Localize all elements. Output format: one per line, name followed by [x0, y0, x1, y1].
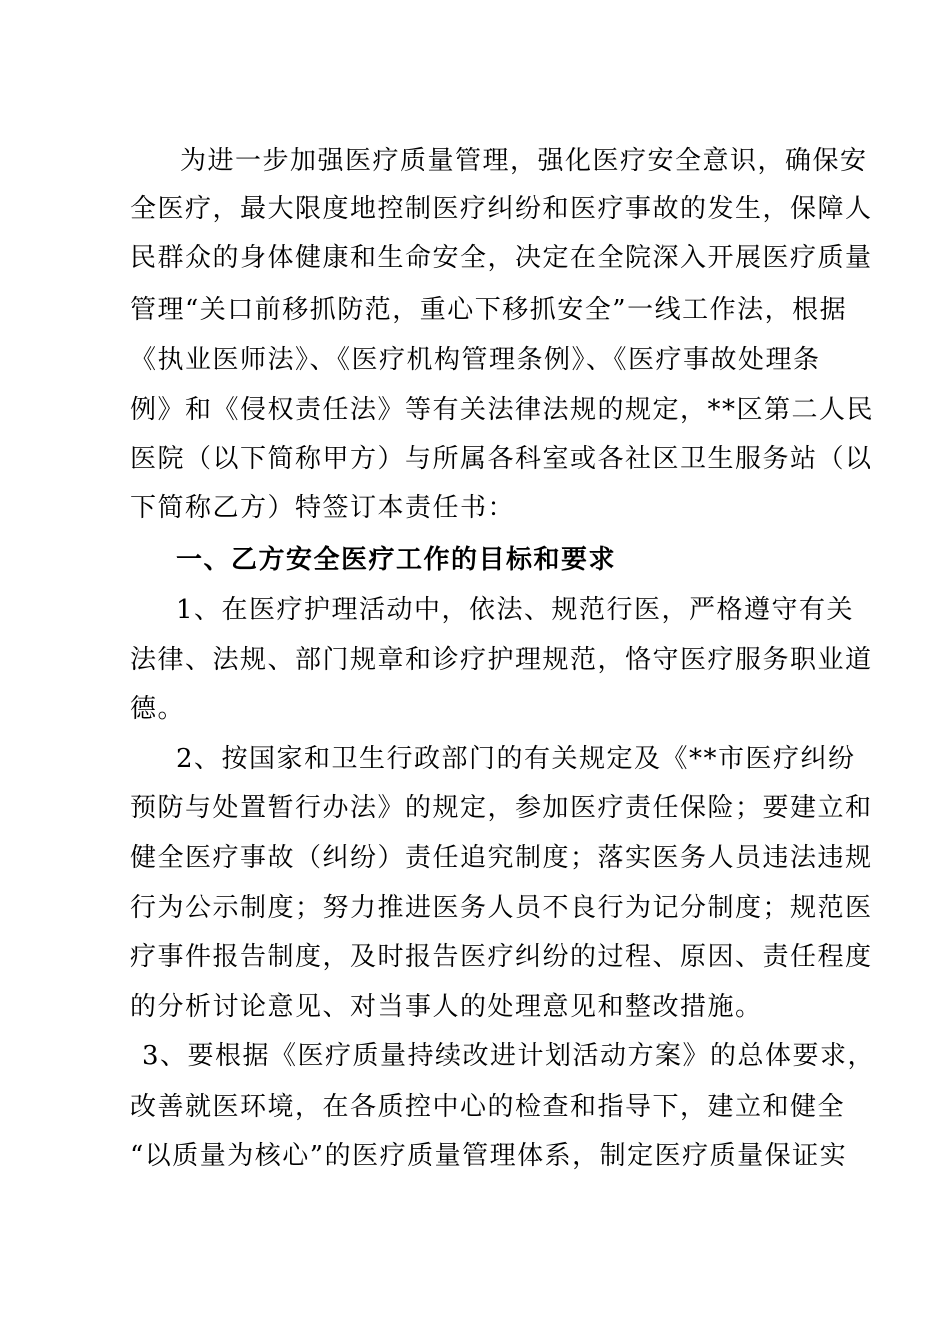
item1-line-2: 法律、法规、部门规章和诊疗护理规范，恪守医疗服务职业道: [130, 645, 873, 675]
section-heading: 一、乙方安全医疗工作的目标和要求: [176, 545, 617, 575]
intro-line-1: 为进一步加强医疗质量管理，强化医疗安全意识，确保安: [180, 146, 868, 176]
intro-line-2: 全医疗，最大限度地控制医疗纠纷和医疗事故的发生，保障人: [130, 194, 873, 224]
item1-line-3: 德。: [130, 694, 186, 724]
item2-line-2: 预防与处置暂行办法》的规定，参加医疗责任保险；要建立和: [130, 793, 873, 823]
intro-line-4: 管理“关口前移抓防范，重心下移抓安全”一线工作法，根据: [130, 295, 848, 325]
intro-line-3: 民群众的身体健康和生命安全，决定在全院深入开展医疗质量: [130, 243, 873, 273]
intro-line-8: 下简称乙方）特签订本责任书：: [130, 493, 516, 523]
intro-line-5: 《执业医师法》、《医疗机构管理条例》、《医疗事故处理条: [130, 345, 821, 375]
intro-line-6: 例》和《侵权责任法》等有关法律法规的规定，**区第二人民: [130, 395, 875, 425]
item2-line-5: 疗事件报告制度，及时报告医疗纠纷的过程、原因、责任程度: [130, 942, 873, 972]
item3-line-1: 3、要根据《医疗质量持续改进计划活动方案》的总体要求，: [142, 1041, 876, 1071]
item2-line-6: 的分析讨论意见、对当事人的处理意见和整改措施。: [130, 992, 763, 1022]
intro-line-7: 医院（以下简称甲方）与所属各科室或各社区卫生服务站（以: [130, 444, 873, 474]
item3-line-2: 改善就医环境，在各质控中心的检查和指导下，建立和健全: [130, 1092, 846, 1122]
item2-line-3: 健全医疗事故（纠纷）责任追究制度；落实医务人员违法违规: [130, 843, 873, 873]
item2-line-1: 2、按国家和卫生行政部门的有关规定及《**市医疗纠纷: [176, 744, 856, 774]
item1-line-1: 1、在医疗护理活动中，依法、规范行医，严格遵守有关: [176, 595, 855, 625]
item3-line-3: “以质量为核心”的医疗质量管理体系，制定医疗质量保证实: [130, 1141, 848, 1171]
item2-line-4: 行为公示制度；努力推进医务人员不良行为记分制度；规范医: [130, 893, 873, 923]
